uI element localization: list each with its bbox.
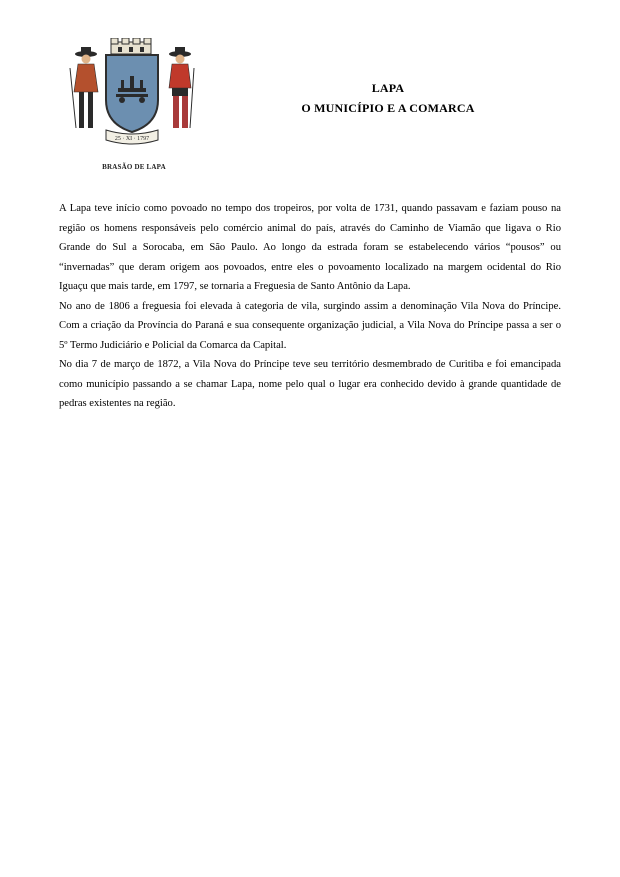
body-text [59, 199, 561, 414]
mural-crown-icon [111, 38, 151, 54]
paragraph-origins: A Lapa teve início como povoado no tempo dos tropeiros, por volta de 1731, quando passavam e faziam pouso na região os homens responsáveis pelo comércio animal do país, através do Caminho de Viamão que ligava o Rio Grande do Sul a Sorocaba, em São Paulo. Ao longo da estrada foram se estabelecendo vários “pousos” ou “invernadas” que deram origem aos povoados, entre eles o povoamento localizado na margem ocidental do Rio Iguaçu que mais tarde, em 1797, se tornaria a Freguesia de Santo Antônio da Lapa. [59, 203, 561, 292]
shield-icon [106, 55, 158, 132]
crest-caption: BRASÃO DE LAPA [102, 163, 166, 171]
coat-of-arms-image [66, 38, 200, 150]
page-subtitle: O MUNICÍPIO E A COMARCA [301, 101, 475, 115]
paragraph-vila: No ano de 1806 a freguesia foi elevada à categoria de vila, surgindo assim a denominação Vila Nova do Príncipe. Com a criação da Província do Paraná e sua consequente organização judicial, a Vila Nova do Príncipe passa a ser o 5º Termo Judiciário e Policial da Comarca da Capital. [59, 300, 561, 351]
page-title: LAPA [371, 81, 405, 95]
paragraph-municipio: No dia 7 de março de 1872, a Vila Nova do Príncipe teve seu território desmembrado de Curitiba e foi emancipada como município passando a se chamar Lapa, nome pelo qual o lugar era conhecido devido à grande quantidade de pedras existentes na região. [59, 359, 561, 409]
left-supporter-figure-icon [70, 47, 98, 128]
crest-motto: 25 · XI · 1797 [114, 136, 150, 142]
right-supporter-figure-icon [169, 47, 194, 128]
title-block [274, 78, 502, 118]
